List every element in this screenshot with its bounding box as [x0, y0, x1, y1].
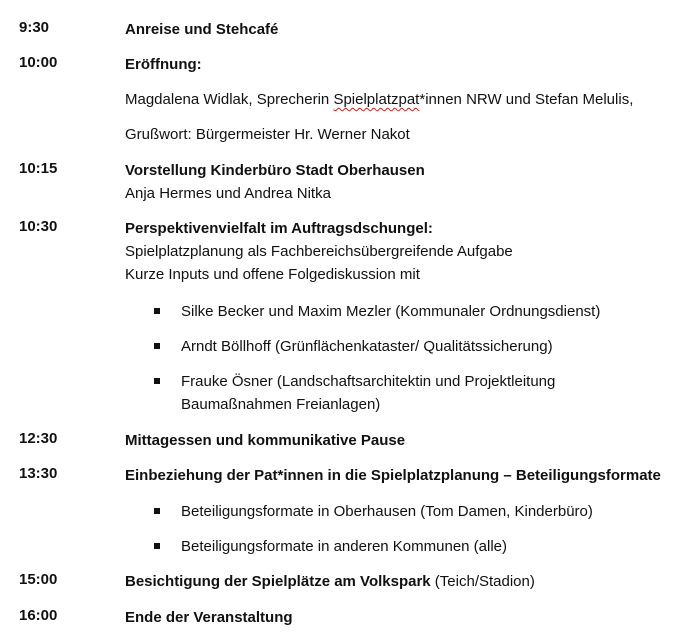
square-bullet-icon: [154, 343, 160, 349]
agenda-title: Einbeziehung der Pat*innen in die Spielplatzplanung – Beteiligungsformate: [125, 467, 661, 484]
agenda-content: [125, 217, 695, 286]
agenda-content: [125, 18, 695, 41]
opening-speakers: [125, 88, 695, 111]
agenda-content: [125, 53, 695, 146]
agenda-time: 10:30: [19, 218, 58, 235]
agenda-content: [125, 464, 695, 487]
agenda-title: Ende der Veranstaltung: [125, 609, 293, 626]
agenda-content: [125, 159, 695, 205]
square-bullet-icon: [154, 378, 160, 384]
square-bullet-icon: [154, 508, 160, 514]
square-bullet-icon: [154, 308, 160, 314]
agenda-line: Spielplatzplanung als Fachbereichsübergreifende Aufgabe: [125, 243, 513, 260]
agenda-document: 9:30 Anreise und Stehcafé 10:00 Eröffnung: Magdalena Widlak, Sprecherin Spielplatzpat*innen NRW und Stefan Melulis, Grußwort: Bürgermeister Hr. Werner Nakot 10:15 Vorstellung Kinderbüro Stadt Oberhausen Anja Hermes und Andrea Nitka 10:30 Perspektivenvielfalt im Auftragsdschungel: Spielplatzplanung als Fachbereichsübergreifende Aufgabe Kurze Inputs und offene Folgediskussion mit Silke Becker und Maxim Mezler (Kommunaler Ordnungsdienst) Arndt Böllhoff (Grünflächenkataster/ Qualitätssicherung) Frauke Ösner (Landschaftsarchitektin und Projektleitung Baumaßnahmen Freianlagen) 12:30 Mittagessen und kommunikative Pause 13:30 Einbeziehung der Pat*innen in die Spielplatzplanung – Beteiligungsformate Beteiligungsformate in Oberhausen (Tom Damen, Kinderbüro) Beteiligungsformate in anderen Kommunen (alle) 15:00 Besichtigung der Spielplätze am Volkspark (Teich/Stadion) 16:00 Ende der Veranstaltung: [0, 0, 698, 642]
agenda-title: [125, 570, 695, 593]
spellcheck-word: Spielplatzpat: [333, 91, 420, 108]
agenda-title: Perspektivenvielfalt im Auftragsdschungel:: [125, 220, 433, 237]
square-bullet-icon: [154, 543, 160, 549]
opening-speakers-prefix: Magdalena Widlak, Sprecherin: [125, 91, 334, 108]
agenda-title: Mittagessen und kommunikative Pause: [125, 432, 406, 449]
agenda-title: Vorstellung Kinderbüro Stadt Oberhausen: [125, 162, 425, 179]
opening-speakers-suffix: *innen NRW und Stefan Melulis,: [419, 91, 634, 108]
agenda-time: 13:30: [19, 465, 58, 482]
agenda-title: Anreise und Stehcafé: [125, 21, 279, 38]
agenda-title-main: Besichtigung der Spielplätze am Volkspark: [125, 573, 431, 590]
agenda-content: [125, 429, 695, 452]
agenda-content: [125, 570, 695, 593]
agenda-time: 15:00: [19, 571, 58, 588]
agenda-time: 9:30: [19, 19, 50, 36]
agenda-time: 16:00: [19, 607, 58, 624]
agenda-line: Anja Hermes und Andrea Nitka: [125, 185, 331, 202]
agenda-title: Eröffnung:: [125, 56, 202, 73]
agenda-line: Kurze Inputs und offene Folgediskussion mit: [125, 266, 420, 283]
agenda-content: [125, 606, 695, 629]
agenda-time: 10:00: [19, 54, 58, 71]
agenda-time: 10:15: [19, 160, 58, 177]
agenda-title-suffix: (Teich/Stadion): [430, 573, 535, 590]
greeting-line: Grußwort: Bürgermeister Hr. Werner Nakot: [125, 126, 410, 143]
agenda-time: 12:30: [19, 430, 58, 447]
